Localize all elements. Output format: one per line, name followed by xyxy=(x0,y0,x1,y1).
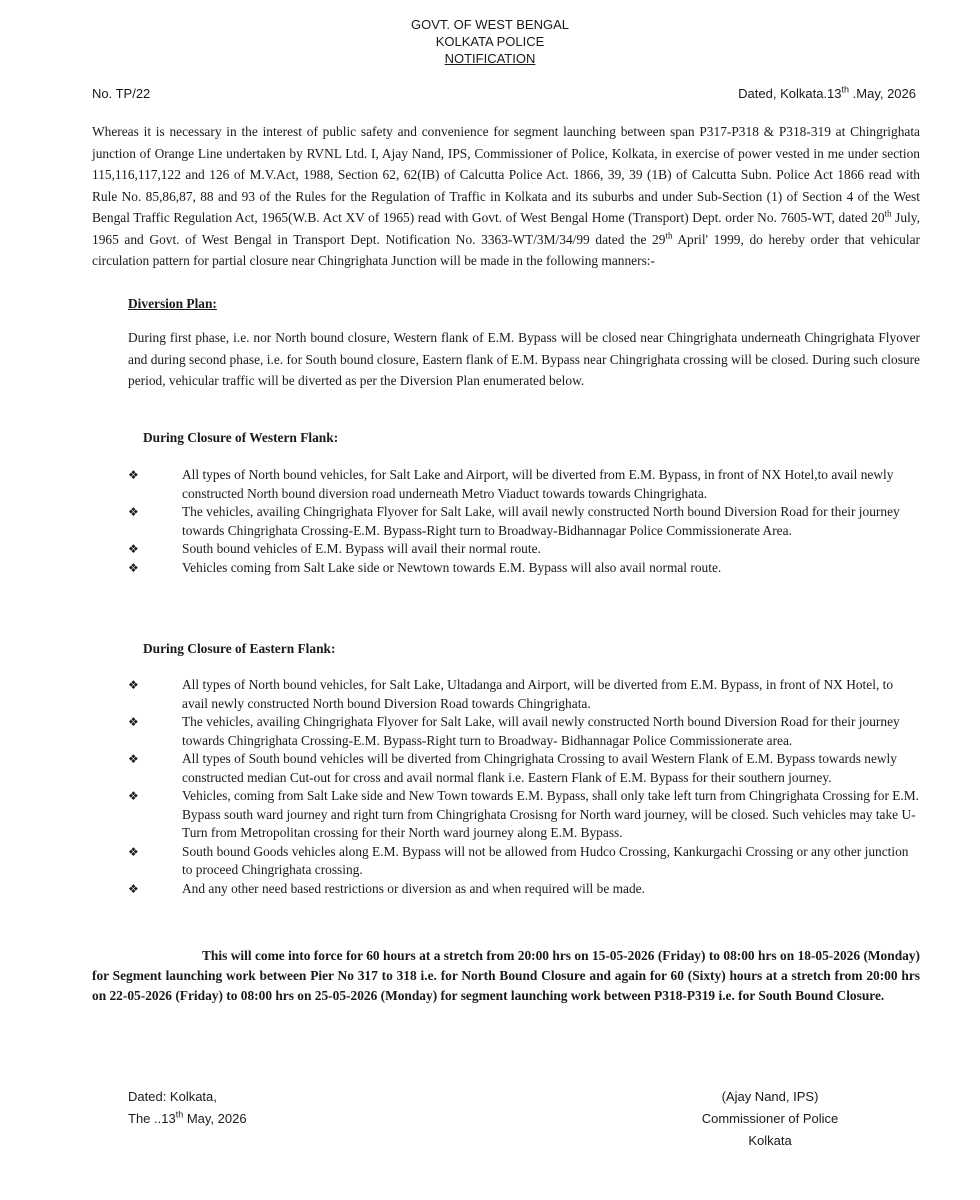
diamond-bullet-icon: ❖ xyxy=(128,505,139,519)
list-item: ❖ All types of North bound vehicles, for Salt Lake and Airport, will be diverted from E.M. Bypass, in front of NX Hotel,to avail newly constructed North bound diversion road underneath Metro Viaduct towards towards Chingrighata. xyxy=(128,467,894,501)
western-flank-heading: During Closure of Western Flank: xyxy=(143,430,339,445)
diamond-bullet-icon: ❖ xyxy=(128,715,139,729)
list-item: ❖ The vehicles, availing Chingrighata Flyover for Salt Lake, will avail newly constructed North bound Diversion Road for their journey towards Chingrighata Crossing-E.M. Bypass-Right turn to Broadway- Bidhannagar Police Commissionerate area. xyxy=(128,714,900,748)
diversion-plan-heading: Diversion Plan: xyxy=(128,296,217,311)
diamond-bullet-icon: ❖ xyxy=(128,542,139,556)
eastern-flank-heading: During Closure of Eastern Flank: xyxy=(143,641,336,656)
signatory-name: (Ajay Nand, IPS) xyxy=(721,1089,819,1104)
diamond-bullet-icon: ❖ xyxy=(128,789,139,803)
diversion-plan-text: During first phase, i.e. nor North bound closure, Western flank of E.M. Bypass will be closed near Chingrighata underneath Chingrighata Flyover and during second phase, i.e. for South bound closure, Eastern flank of E.M. Bypass near Chingrighata crossing will be closed. During such closure period, vehicular traffic will be diverted as per the Diversion Plan enumerated below. xyxy=(128,330,920,388)
notification-date: Dated, Kolkata.13th .May, 2026 xyxy=(738,84,916,101)
govt-title: GOVT. OF WEST BENGAL xyxy=(411,17,569,32)
diamond-bullet-icon: ❖ xyxy=(128,678,139,692)
intro-paragraph: Whereas it is necessary in the interest of public safety and convenience for segment launching between span P317-P318 & P318-319 at Chingrighata junction of Orange Line undertaken by RVNL Ltd. I, Ajay Nand, IPS, Commissioner of Police, Kolkata, in exercise of power vested in me under section 115,116,117,122 and 126 of M.V.Act, 1988, Section 62, 62(IB) of Calcutta Police Act. 1866, 39, 39 (1B) of Calcutta Subn. Police Act 1866 read with Rule No. 85,86,87, 88 and 93 of the Rules for the Regulation of Traffic in Kolkata and its suburbs and under Sub-Section (1) of Section 4 of the West Bengal Traffic Regulation Act, 1965(W.B. Act XV of 1965) read with Govt. of West Bengal Home (Transport) Dept. order No. 7605-WT, dated 20th July, 1965 and Govt. of West Bengal in Transport Dept. Notification No. 3363-WT/3M/34/99 dated the 29th April' 1999, do hereby order that vehicular circulation pattern for partial closure near Chingrighata Junction will be made in the following manners:- xyxy=(92,124,920,268)
list-item: ❖ The vehicles, availing Chingrighata Flyover for Salt Lake, will avail newly constructed North bound Diversion Road for their journey towards Chingrighata Crossing-E.M. Bypass-Right turn to Broadway-Bidhannagar Police Commissionerate Area. xyxy=(128,504,900,538)
issue-place: Dated: Kolkata, xyxy=(128,1089,217,1104)
diamond-bullet-icon: ❖ xyxy=(128,560,139,575)
list-item: ❖ South bound Goods vehicles along E.M. Bypass will not be allowed from Hudco Crossing, Kankurgachi Crossing or any other junction to proceed Chingrighata crossing. xyxy=(128,843,909,877)
list-item: ❖ All types of South bound vehicles will be diverted from Chingrighata Crossing to avail Western Flank of E.M. Bypass towards newly constructed median Cut-out for cross and avail normal flank i.e. Eastern Flank of E.M. Bypass for their southern journey. xyxy=(128,751,897,785)
list-item: ❖ Vehicles coming from Salt Lake side or Newtown towards E.M. Bypass will also avail normal route. xyxy=(128,559,920,578)
effective-period-note: This will come into force for 60 hours at a stretch from 20:00 hrs on 15-05-2026 (Friday) to 08:00 hrs on 18-05-2026 (Monday) for Segment launching work between Pier No 317 to 318 i.e. for North Bound Closure and again for 60 (Sixty) hours at a stretch from 20:00 hrs on 22-05-2026 (Friday) to 08:00 hrs on 25-05-2026 (Monday) for segment launching work between P318-P319 i.e. for South Bound Closure. xyxy=(92,948,920,1003)
eastern-flank-list xyxy=(128,676,920,898)
list-item: ❖ Vehicles, coming from Salt Lake side and New Town towards E.M. Bypass, shall only take left turn from Chingrighata Crossing for E.M. Bypass south ward journey and right turn from Chingrighata Crosisng for North ward journey, will be closed. Such vehicles may take U-Turn from Metropolitan crossing for their North ward journey along E.M. Bypass. xyxy=(128,788,920,840)
list-item: ❖ South bound vehicles of E.M. Bypass will avail their normal route. xyxy=(128,540,920,559)
diamond-bullet-icon: ❖ xyxy=(128,752,139,766)
notification-title: NOTIFICATION xyxy=(444,51,536,66)
signatory-location: Kolkata xyxy=(748,1133,792,1148)
reference-number: No. TP/22 xyxy=(92,86,151,101)
signatory-designation: Commissioner of Police xyxy=(701,1111,839,1126)
signatory-block xyxy=(660,1086,880,1152)
diamond-bullet-icon: ❖ xyxy=(128,881,139,896)
western-flank-list xyxy=(128,466,920,577)
issue-date: The ..13th May, 2026 xyxy=(128,1109,247,1126)
reference-row xyxy=(92,86,916,101)
department-title: KOLKATA POLICE xyxy=(435,34,545,49)
list-item: ❖ And any other need based restrictions or diversion as and when required will be made. xyxy=(128,880,920,899)
issue-date-block xyxy=(128,1086,247,1130)
diamond-bullet-icon: ❖ xyxy=(128,468,139,482)
document-header xyxy=(0,16,980,67)
diamond-bullet-icon: ❖ xyxy=(128,844,139,859)
list-item: ❖ All types of North bound vehicles, for Salt Lake, Ultadanga and Airport, will be diverted from E.M. Bypass, in front of NX Hotel, to avail newly constructed North bound Diversion Road towards Chingrighata. xyxy=(128,677,894,711)
